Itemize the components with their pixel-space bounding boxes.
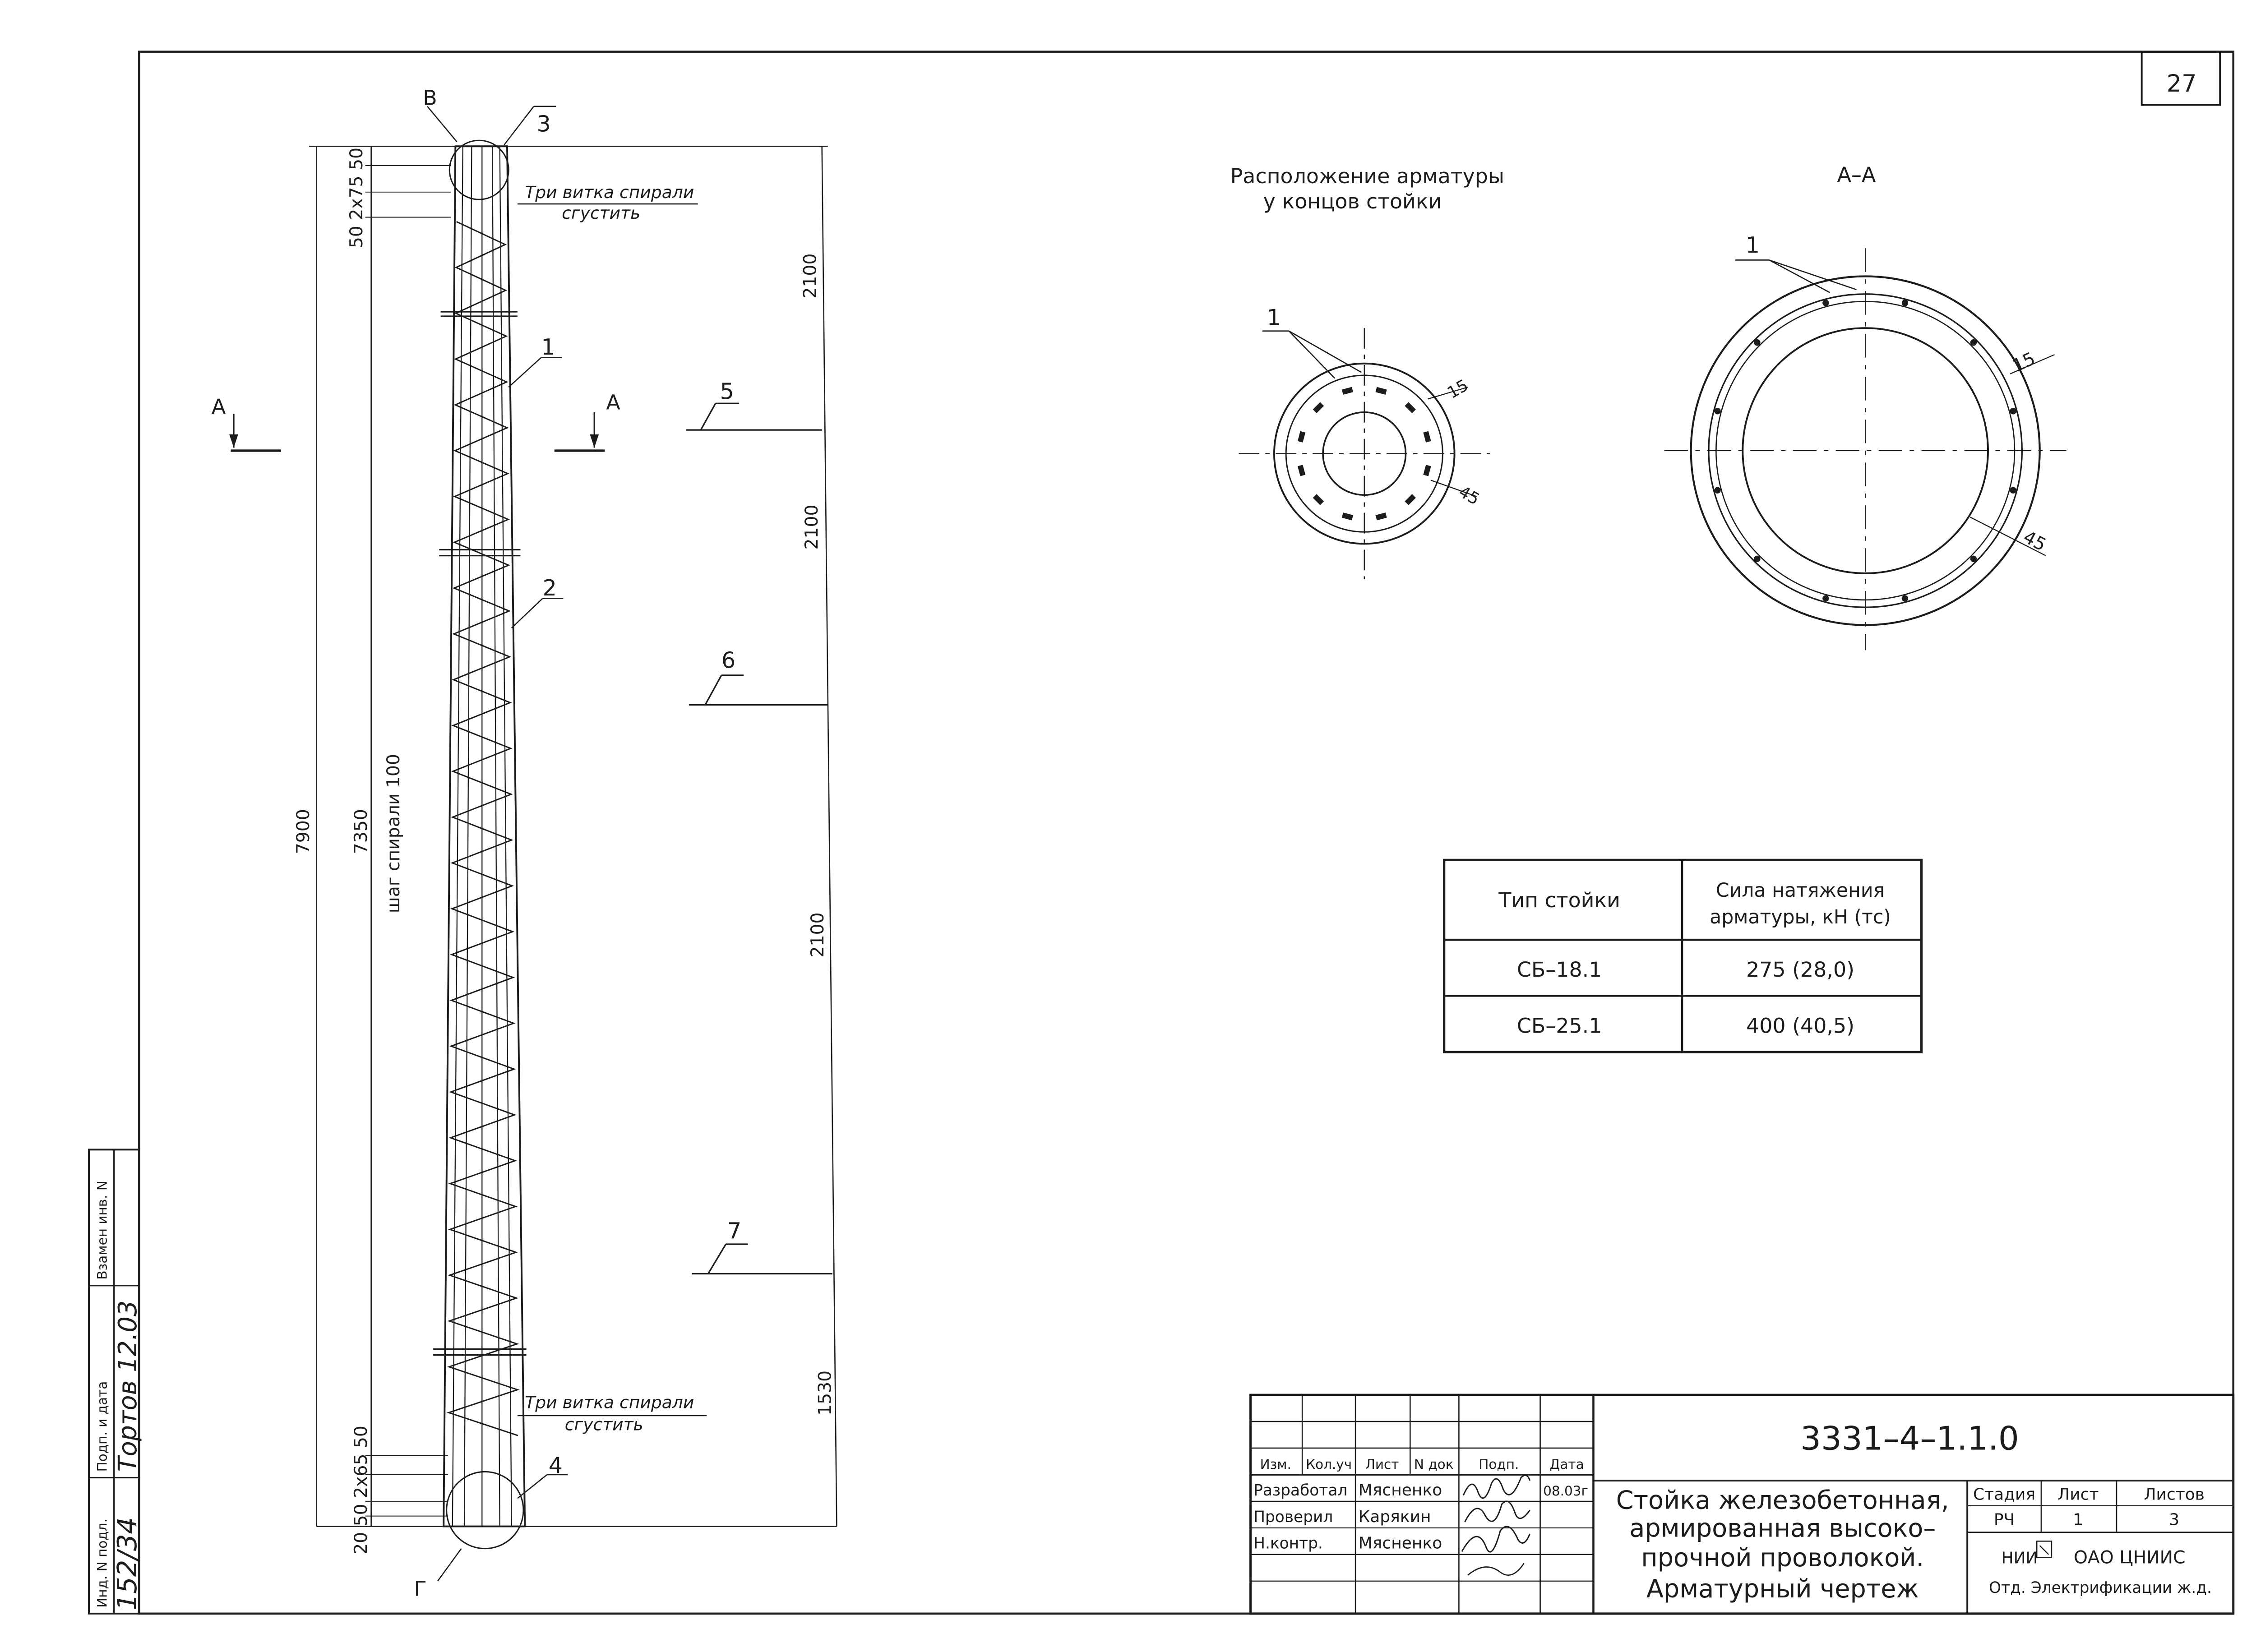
side-stamp-signature-value: Тортов 12.03 (113, 1300, 143, 1472)
tb-role-checker: Проверил (1253, 1508, 1333, 1526)
tb-sheets-header: Листов (2144, 1485, 2205, 1504)
end-section-title-line2: у концов стойки (1263, 189, 1442, 213)
tb-description-line1: Стойка железобетонная, (1616, 1486, 1949, 1515)
rebar-mark (1902, 300, 1908, 306)
note-top (518, 182, 698, 223)
rebar-mark (1313, 402, 1324, 413)
end-section-view (1230, 164, 1504, 579)
section-aa-dim-15: 15 (2009, 348, 2039, 377)
position-3: 3 (536, 111, 551, 137)
end-section-dim-15: 15 (1444, 376, 1472, 403)
dim-segment-2: 2100 (801, 504, 822, 550)
rebar-mark (1714, 487, 1720, 494)
position-7: 7 (727, 1217, 742, 1244)
tb-description-line3: прочной проволокой. (1641, 1543, 1924, 1573)
tb-org-name: ОАО ЦНИИС (2074, 1547, 2186, 1568)
tb-description-line4: Арматурный чертеж (1646, 1574, 1919, 1604)
side-stamp-label-replacement: Взамен инв. N (94, 1181, 110, 1280)
tb-role-developer: Разработал (1253, 1481, 1348, 1500)
table-header-type: Тип стойки (1498, 888, 1620, 913)
table-row-2-type: СБ–25.1 (1516, 1013, 1602, 1038)
position-5: 5 (720, 378, 734, 405)
dim-top-zone: 50 2x75 50 (346, 148, 367, 249)
elevation-view (212, 86, 837, 1601)
rebar-mark (1714, 408, 1720, 414)
tb-signatures (1462, 1475, 1530, 1575)
rebar-mark (1822, 300, 1829, 306)
tb-org-department: Отд. Электрификации ж.д. (1988, 1578, 2212, 1597)
tb-role-normcontrol: Н.контр. (1253, 1534, 1323, 1553)
note-bottom-line1: Три витка спирали (525, 1392, 694, 1412)
table-row-1-force: 275 (28,0) (1746, 957, 1855, 982)
section-cut-left (212, 394, 281, 451)
note-bottom (518, 1393, 707, 1435)
position-2: 2 (542, 575, 557, 601)
rebar-mark (1902, 595, 1908, 601)
rebar-mark (1405, 402, 1416, 413)
rebar-mark (2010, 487, 2016, 494)
pole-body (433, 140, 526, 1549)
detail-mark-bottom: Г (414, 1576, 427, 1601)
end-section-dim-45: 45 (1455, 482, 1483, 509)
tb-name-developer: Мясненко (1358, 1481, 1442, 1500)
rebar-mark (1342, 387, 1353, 395)
side-stamp (89, 1149, 143, 1614)
position-leaders (504, 106, 832, 1499)
tb-organization-logo (2037, 1541, 2052, 1557)
section-mark-right: А (606, 390, 620, 415)
rebar-mark (1754, 556, 1760, 562)
rebar-mark (1423, 431, 1431, 443)
position-4: 4 (548, 1452, 563, 1479)
section-aa-view (1664, 162, 2066, 650)
tb-sheet-value: 1 (2073, 1510, 2084, 1529)
tb-col-koluch: Кол.уч (1306, 1456, 1352, 1472)
tb-col-ndok: N док (1414, 1456, 1454, 1472)
rebar-mark (1313, 494, 1324, 505)
table-header-force-line1: Сила натяжения (1715, 879, 1885, 902)
dim-total-length: 7900 (293, 809, 314, 854)
side-stamp-inventory-value: 152/34 (111, 1517, 143, 1611)
dim-segment-3: 2100 (807, 912, 828, 958)
rebar-mark (1342, 512, 1353, 520)
tb-stage-header: Стадия (1973, 1485, 2036, 1504)
rebar-mark (1970, 556, 1977, 562)
tb-col-list: Лист (1365, 1456, 1399, 1472)
tb-stage-value: РЧ (1993, 1510, 2015, 1529)
end-section-marker: 1 (1267, 304, 1281, 331)
tension-table (1444, 860, 1922, 1052)
note-top-line2: сгустить (562, 203, 641, 223)
rebar-mark (1405, 494, 1416, 505)
tb-col-izm: Изм. (1260, 1456, 1291, 1472)
table-header-force-line2: арматуры, кН (тс) (1710, 906, 1891, 929)
dim-segment-4: 1530 (815, 1370, 836, 1416)
side-stamp-label-inventory: Инд. N подл. (94, 1518, 110, 1608)
rebar-mark (1754, 339, 1760, 346)
rebar-mark (1423, 465, 1431, 476)
sheet-number: 27 (2166, 70, 2197, 98)
tb-name-normcontrol: Мясненко (1358, 1534, 1442, 1553)
dim-bottom-zone: 20 50 2х65 50 (351, 1426, 371, 1555)
position-6: 6 (721, 647, 736, 674)
rebar-mark (1298, 431, 1305, 443)
elevation-dimensions (293, 146, 835, 1555)
table-row-1-type: СБ–18.1 (1516, 957, 1602, 982)
rebar-mark (1376, 387, 1387, 395)
end-section-title-line1: Расположение арматуры (1230, 164, 1505, 189)
rebar-mark (1970, 339, 1977, 346)
tb-document-code: 3331–4–1.1.0 (1800, 1419, 2019, 1458)
tb-date-developer: 08.03г (1543, 1483, 1588, 1499)
section-aa-title: А–А (1837, 162, 1876, 187)
section-aa-dim-45: 45 (2020, 526, 2049, 556)
dim-reinforced-length: 7350 (351, 809, 371, 854)
rebar-mark (1376, 512, 1387, 520)
title-block (1251, 1395, 2233, 1614)
tb-sheet-header: Лист (2057, 1485, 2099, 1504)
section-aa-marker: 1 (1745, 232, 1760, 258)
tb-sheets-value: 3 (2169, 1510, 2180, 1529)
tb-description-line2: армированная высоко– (1629, 1514, 1936, 1543)
detail-mark-top: В (423, 85, 437, 110)
dim-segment-1: 2100 (800, 253, 821, 299)
rebar-mark (1822, 595, 1829, 601)
position-1: 1 (541, 334, 555, 360)
section-cut-right (555, 390, 620, 451)
section-mark-left: А (211, 394, 226, 419)
tb-org-abbrev: НИИ (2001, 1549, 2038, 1568)
tb-name-checker: Карякин (1358, 1507, 1431, 1526)
rebar-mark (1298, 465, 1305, 476)
table-row-2-force: 400 (40,5) (1746, 1013, 1855, 1038)
rebar-mark (2010, 408, 2016, 414)
note-top-line1: Три витка спирали (525, 182, 694, 202)
tb-col-data: Дата (1549, 1456, 1584, 1472)
note-bottom-line2: сгустить (564, 1414, 643, 1435)
dim-spiral-pitch: шаг спирали 100 (383, 754, 404, 914)
tb-col-podp: Подп. (1479, 1456, 1519, 1472)
side-stamp-label-signature: Подп. и дата (94, 1381, 110, 1472)
